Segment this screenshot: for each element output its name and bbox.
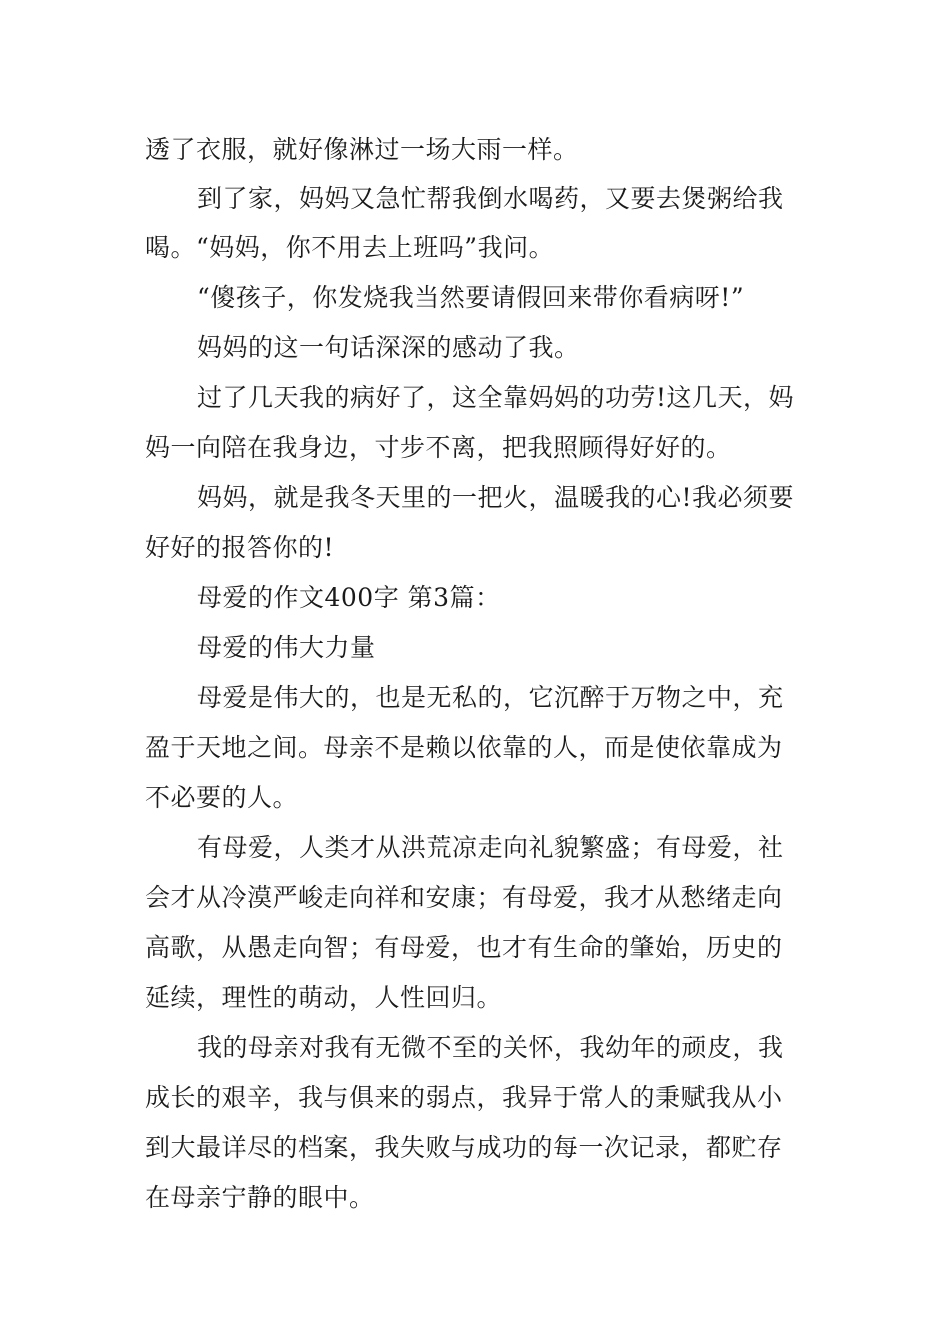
text-line: 成长的艰辛，我与俱来的弱点，我异于常人的秉赋我从小 [145,1083,783,1112]
text-line: 妈妈的这一句话深深的感动了我。 [197,333,580,362]
text-line: 妈一向陪在我身边，寸步不离，把我照顾得好好的。 [145,433,732,462]
text-line: 延续，理性的萌动，人性回归。 [145,983,503,1012]
text-line: 喝。“妈妈，你不用去上班吗”我问。 [145,233,555,262]
text-line: 到了家，妈妈又急忙帮我倒水喝药，又要去煲粥给我 [197,184,784,213]
text-line: 我的母亲对我有无微不至的关怀，我幼年的顽皮，我 [197,1033,784,1062]
text-line: 盈于天地之间。母亲不是赖以依靠的人，而是使依靠成为 [145,733,783,762]
text-line: 母爱是伟大的，也是无私的，它沉醉于万物之中，充 [197,683,784,712]
text-line: “傻孩子，你发烧我当然要请假回来带你看病呀!” [197,283,745,312]
text-line: 在母亲宁静的眼中。 [145,1183,375,1212]
section-title: 母爱的伟大力量 [197,633,376,662]
section-heading: 母爱的作文400字 第3篇： [197,583,501,612]
text-line: 妈妈，就是我冬天里的一把火，温暖我的心!我必须要 [197,483,795,512]
text-line: 高歌，从愚走向智；有母爱，也才有生命的肇始，历史的 [145,933,783,962]
text-line: 透了衣服，就好像淋过一场大雨一样。 [145,135,579,164]
text-line: 会才从冷漠严峻走向祥和安康；有母爱，我才从愁绪走向 [145,883,783,912]
text-line: 有母爱，人类才从洪荒凉走向礼貌繁盛；有母爱，社 [197,833,784,862]
text-line: 过了几天我的病好了，这全靠妈妈的功劳!这几天，妈 [197,383,795,412]
text-line: 到大最详尽的档案，我失败与成功的每一次记录，都贮存 [145,1133,783,1162]
text-line: 好好的报答你的! [145,533,335,562]
text-line: 不必要的人。 [145,783,299,812]
